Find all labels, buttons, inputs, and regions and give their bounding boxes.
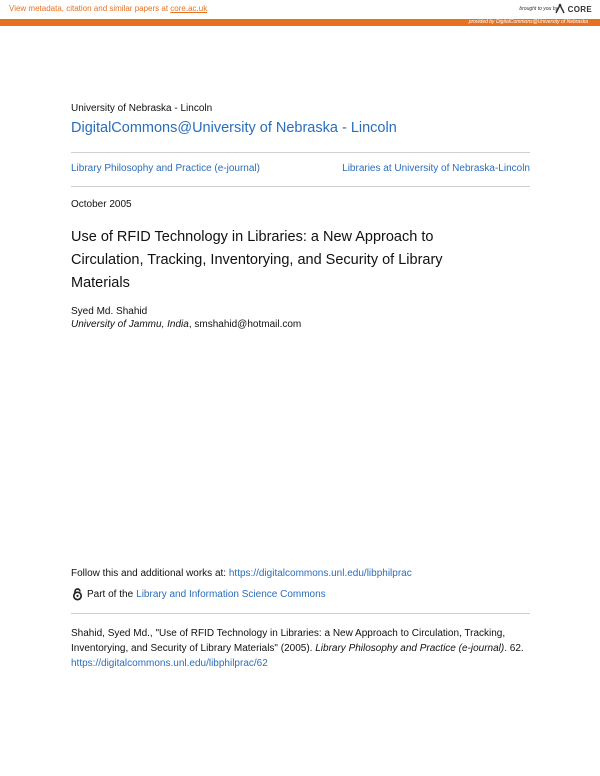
follow-prefix: Follow this and additional works at:: [71, 568, 229, 579]
brought-to-you-by: brought to you by: [519, 6, 558, 12]
author-name: Syed Md. Shahid: [71, 306, 148, 317]
core-metadata-prefix: View metadata, citation and similar papers at: [9, 4, 171, 13]
divider-bottom: [71, 613, 530, 614]
provided-by-text: provided by DigitalCommons@University of Nebraska: [468, 19, 588, 25]
core-metadata-text: [9, 4, 207, 13]
core-ac-uk-link[interactable]: core.ac.uk: [170, 4, 208, 13]
citation-text: Shahid, Syed Md., "Use of RFID Technology in Libraries: a New Approach to Circulation, Tracking, Inventorying, and Security of Library Materials" (2005).: [71, 628, 506, 654]
citation-volume: . 62.: [504, 643, 524, 654]
citation-journal: Library Philosophy and Practice (e-journal): [315, 643, 505, 654]
affiliation-email: , smshahid@hotmail.com: [188, 319, 302, 330]
commons-link[interactable]: Library and Information Science Commons: [136, 589, 326, 600]
core-top-bar: [0, 0, 600, 19]
citation-link[interactable]: https://digitalcommons.unl.edu/libphilprac/62: [71, 658, 268, 669]
institution-name: University of Nebraska - Lincoln: [71, 103, 213, 114]
core-logo-icon: [554, 3, 566, 15]
repository-name[interactable]: DigitalCommons@University of Nebraska - Lincoln: [71, 120, 397, 136]
core-logo[interactable]: [554, 3, 592, 15]
follow-link[interactable]: https://digitalcommons.unl.edu/libphilprac: [228, 568, 412, 579]
paper-title: Use of RFID Technology in Libraries: a New Approach to Circulation, Tracking, Inventorying, and Security of Library Materials: [71, 229, 443, 291]
divider-nav: [71, 186, 530, 187]
journal-link[interactable]: Library Philosophy and Practice (e-journal): [71, 163, 260, 174]
core-logo-word: CORE: [567, 4, 592, 14]
publication-date: October 2005: [71, 199, 132, 210]
affiliation-institution: University of Jammu, India: [71, 319, 189, 330]
core-provided-strip: [0, 19, 600, 26]
part-of-line: [71, 588, 530, 601]
recommended-citation: [71, 626, 530, 671]
part-of-prefix: Part of the: [87, 589, 134, 600]
follow-line: [71, 568, 530, 579]
libraries-link[interactable]: Libraries at University of Nebraska-Lincoln: [342, 163, 530, 174]
divider-top: [71, 152, 530, 153]
author-affiliation: [71, 319, 530, 330]
open-access-icon: [71, 588, 84, 601]
